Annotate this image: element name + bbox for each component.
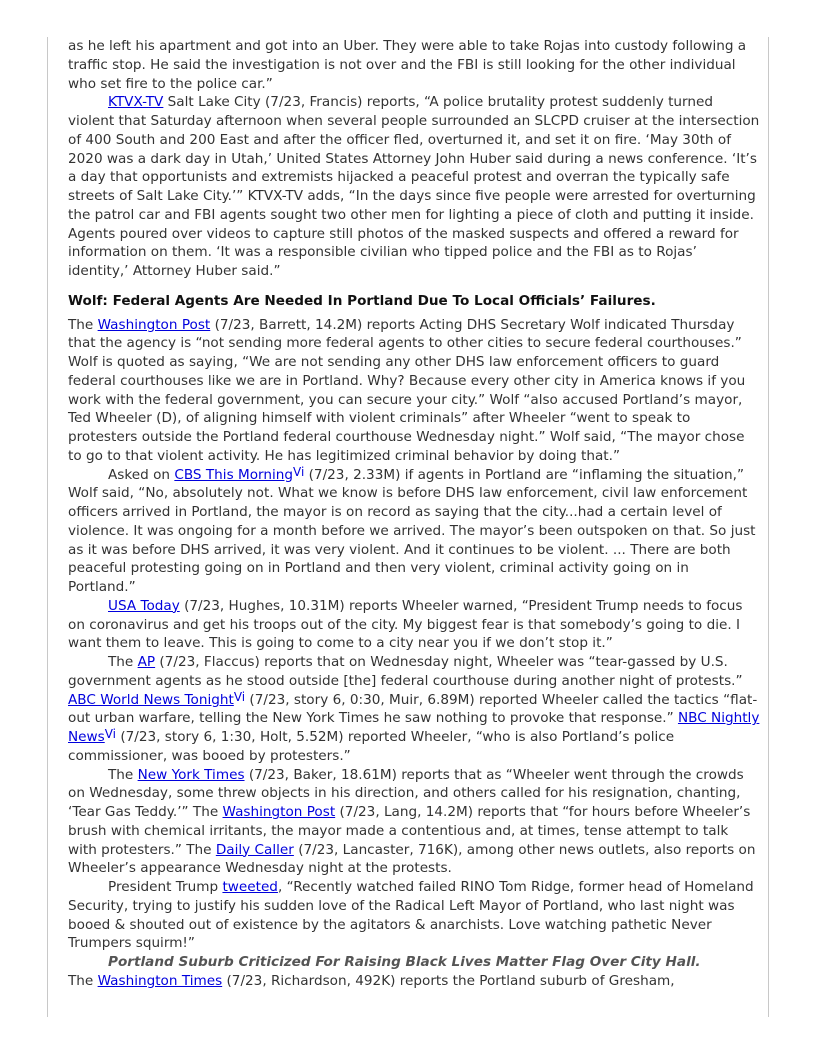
cbs-this-morning-link[interactable]: CBS This Morning [174,466,294,483]
video-indicator-icon[interactable]: Vi [233,689,246,704]
paragraph-usa-today: USA Today (7/23, Hughes, 10.31M) reports Wheeler warned, “President Trump needs to focus on coronavirus and get his troops out of the city. My biggest fear is that somebody’s going to die. I want them to leave. This is going to come to a city near you if we don’t stop it.” [68,597,743,652]
paragraph-ktvx: KTVX-TV Salt Lake City (7/23, Francis) reports, “A police brutality protest suddenly turned violent that Saturday afternoon when several people surrounded an SLCPD cruiser at the intersection of 400 South and 200 East and after the officer fled, overturned it, and set it on fire. ‘May 30th of 2020 was a dark day in Utah,’ United States Attorney John Huber said during a news conference. ‘It’s a day that opportunists and extremists hijacked a peaceful protest and overran the typically safe streets of Salt Lake City.’” KTVX-TV adds, “In the days since five people were arrested for overturning the patrol car and FBI agents sought two other men for lighting a piece of cloth and putting it inside. Agents poured over videos to capture still photos of the masked suspects and offered a reward for information on them. ‘It was a responsible civilian who tipped police and the FBI as to Rojas’ identity,’ Attorney Huber said.” [68,94,760,279]
video-indicator-icon[interactable]: Vi [104,727,117,741]
paragraph-ap: The AP (7/23, Flaccus) reports that on Wednesday night, Wheeler was “tear-gassed by U.S. government agents as he stood outside [the] federal courthouse during another night of protests.” ABC World News Tonight$^{Vi}$ (7/23, story 6, 0:30, Muir, 6.89M) reported Wheeler called the tactics “flat-out urban warfare, telling the New York Times he saw nothing to provoke that response.” NBC Nightly News$^{Vi}$ (7/23, story 6, 1:30, Holt, 5.52M) reported Wheeler, “who is also Portland’s police commissioner, was booed by protesters.” [68,654,760,764]
paragraph-trump-tweet: President Trump tweeted, “Recently watched failed RINO Tom Ridge, former head of Homeland Security, trying to justify his sudden love of the Radical Left Mayor of Portland, who last night was booed & shouted out of existence by the agitators & anarchists. Love watching pathetic Never Trumpers squirm!” [68,879,754,952]
abc-world-news-link[interactable]: ABC World News Tonight [68,691,234,708]
headline-wolf: Wolf: Federal Agents Are Needed In Portland Due To Local Officials’ Failures. [68,292,656,309]
washington-times-link[interactable]: Washington Times [97,972,223,989]
paragraph-nyt: The New York Times (7/23, Baker, 18.61M) reports that as “Wheeler went through the crowds on Wednesday, some threw objects in his direction, and others called for his resignation, chanting, ‘Tear Gas Teddy.’” The Washington Post (7/23, Lang, 14.2M) reports that “for hours before Wheeler’s brush with chemical irritants, the mayor made a contentious and, at times, tense attempt to talk with protesters.” The Daily Caller (7/23, Lancaster, 716K), among other news outlets, also reports on Wheeler’s appearance Wednesday night at the protests. [68,766,756,877]
video-indicator-icon[interactable]: Vi [293,464,305,479]
paragraph-cbs: Asked on CBS This Morning$^{Vi}$ (7/23, 2.33M) if agents in Portland are “inflaming the situation,” Wolf said, “No, absolutely not. What we know is before DHS law enforcement, civil law enforcement officers arrived in Portland, the mayor is on record as saying that the city...had a certain level of violence. It was ongoing for a month before we arrived. The mayor’s been outspoken on that. So just as it was before DHS arrived, it was very violent. And it continues to be violent. ... There are both peaceful protesting going on in Portland and then very violent, criminal activity going on in Portland.” [68,464,756,595]
document-body [68,37,760,991]
right-margin-rule [768,37,769,1017]
washington-post-link-2[interactable]: Washington Post [222,804,336,820]
left-margin-rule [47,37,48,1017]
paragraph-washington-times: The Washington Times (7/23, Richardson, 492K) reports the Portland suburb of Gresham, [68,972,675,989]
usa-today-link[interactable]: USA Today [108,597,180,614]
daily-caller-link[interactable]: Daily Caller [215,841,294,858]
ktvx-link[interactable]: KTVX-TV [108,94,164,111]
new-york-times-link[interactable]: New York Times [137,766,245,783]
washington-post-link[interactable]: Washington Post [97,316,211,333]
nbc-nightly-news-link[interactable]: NBC Nightly News [68,710,760,745]
tweeted-link[interactable]: tweeted [222,879,278,895]
paragraph-continuation: as he left his apartment and got into an Uber. They were able to take Rojas into custody following a traffic stop. He said the investigation is not over and the FBI is still looking for the other individual who set fire to the police car.” [68,38,747,92]
ap-link[interactable]: AP [137,654,156,670]
paragraph-washington-post: The Washington Post (7/23, Barrett, 14.2M) reports Acting DHS Secretary Wolf indicated Thursday that the agency is “not sending more federal agents to other cities to secure federal courthouses.” Wolf is quoted as saying, “We are not sending any other DHS law enforcement officers to guard federal courthouses like we are in Portland. Why? Because every other city in America knows if you work with the federal government, you can secure your city.” Wolf “also accused Portland’s mayor, Ted Wheeler (D), of aligning himself with violent criminals” after Wheeler “went to speak to protesters outside the Portland federal courthouse Wednesday night.” Wolf said, “The mayor chose to go to that violent activity. He has legitimized criminal behavior by doing that.” [68,316,746,464]
headline-gresham: Portland Suburb Criticized For Raising Black Lives Matter Flag Over City Hall. [108,954,701,970]
